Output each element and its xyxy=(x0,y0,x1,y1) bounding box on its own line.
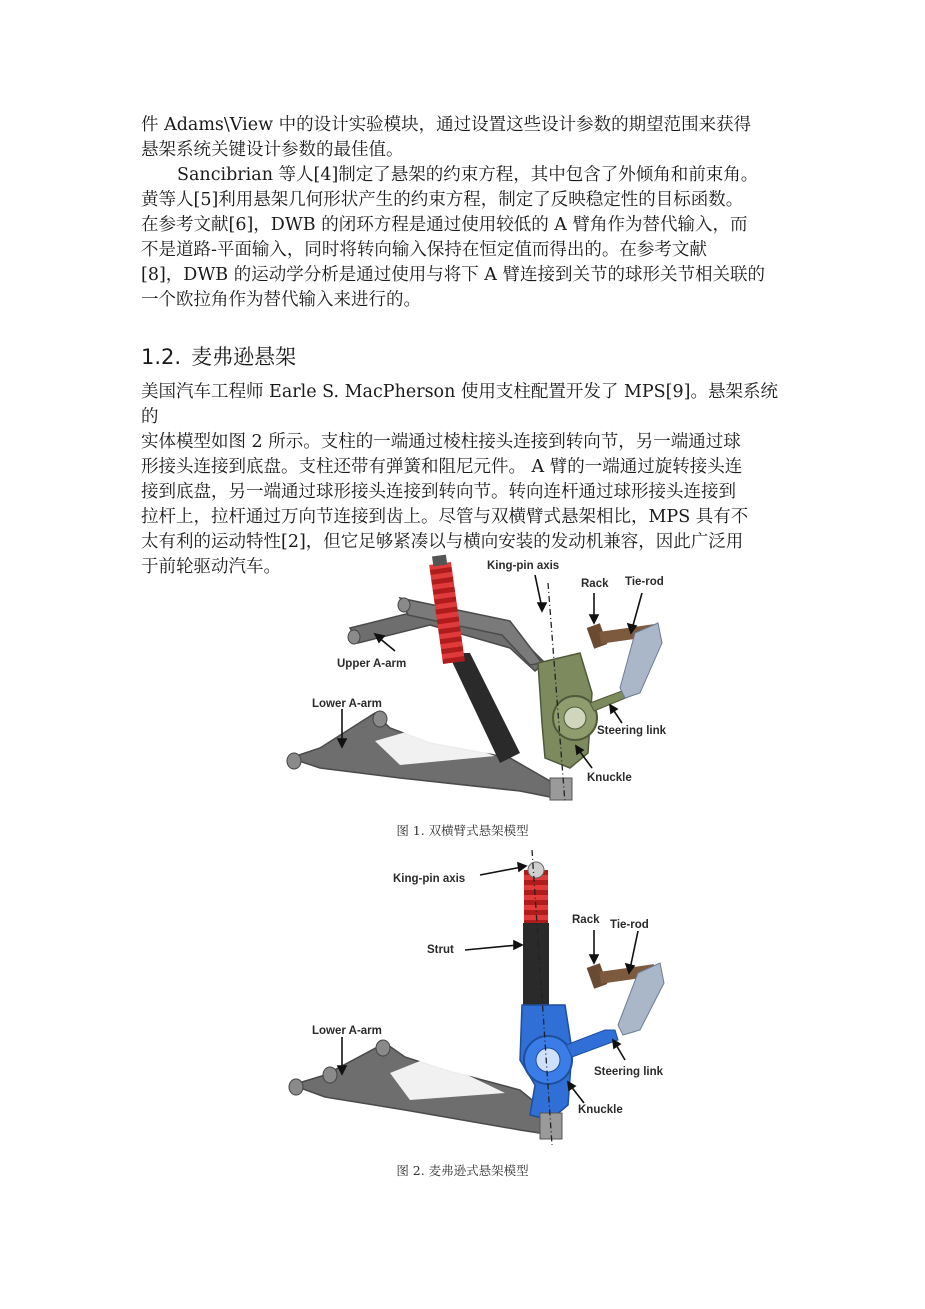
label-rack: Rack xyxy=(581,578,609,590)
text-line: Sancibrian 等人[4]制定了悬架的约束方程，其中包含了外倾角和前束角。 xyxy=(177,165,759,185)
intro-paragraph xyxy=(141,113,791,163)
macpherson-figure xyxy=(280,845,680,1150)
text-line: 一个欧拉角作为替代输入来进行的。 xyxy=(141,290,421,310)
label-tie-rod: Tie-rod xyxy=(610,919,649,931)
section-title: 麦弗逊悬架 xyxy=(191,345,297,369)
figure2-caption: 图 2. 麦弗逊式悬架模型 xyxy=(396,1163,529,1178)
label-upper-a-arm: Upper A-arm xyxy=(337,658,407,670)
label-king-pin-axis: King-pin axis xyxy=(393,873,466,885)
text-line: 黄等人[5]利用悬架几何形状产生的约束方程，制定了反映稳定性的目标函数。 xyxy=(141,190,744,210)
label-king-pin-axis: King-pin axis xyxy=(487,560,560,572)
text-line: 悬架系统关键设计参数的最佳值。 xyxy=(141,140,404,160)
macpherson-paragraph xyxy=(141,380,791,580)
text-line: 太有利的运动特性[2]，但它足够紧凑以与横向安装的发动机兼容，因此广泛用 xyxy=(141,532,744,552)
label-knuckle: Knuckle xyxy=(578,1104,623,1116)
label-tie-rod: Tie-rod xyxy=(625,576,664,588)
sancibrian-paragraph xyxy=(141,163,791,313)
label-knuckle: Knuckle xyxy=(587,772,632,784)
text-line: 件 Adams\View 中的设计实验模块，通过设置这些设计参数的期望范围来获得 xyxy=(141,115,752,135)
text-line: 于前轮驱动汽车。 xyxy=(141,557,281,577)
label-strut: Strut xyxy=(427,944,454,956)
text-line: 美国汽车工程师 Earle S. MacPherson 使用支柱配置开发了 MPS[9]。悬架系统的 xyxy=(141,382,778,427)
text-line: 形接头连接到底盘。支柱还带有弹簧和阻尼元件。 A 臂的一端通过旋转接头连 xyxy=(141,457,743,477)
text-line: 接到底盘，另一端通过球形接头连接到转向节。转向连杆通过球形接头连接到 xyxy=(141,482,736,502)
label-rack: Rack xyxy=(572,914,600,926)
text-line: 拉杆上，拉杆通过万向节连接到齿上。尽管与双横臂式悬架相比，MPS 具有不 xyxy=(141,507,749,527)
section-number: 1.2. xyxy=(141,345,182,369)
double-wishbone-figure xyxy=(280,553,680,808)
section-heading xyxy=(141,341,296,371)
text-line: 不是道路-平面输入，同时将转向输入保持在恒定值而得出的。在参考文献 xyxy=(141,240,707,260)
damper-shape xyxy=(523,923,549,1013)
label-steering-link: Steering link xyxy=(594,1066,664,1078)
text-line: [8]，DWB 的运动学分析是通过使用与将下 A 臂连接到关节的球形关节相关联的 xyxy=(141,265,765,285)
label-lower-a-arm: Lower A-arm xyxy=(312,1025,382,1037)
label-steering-link: Steering link xyxy=(597,725,667,737)
label-lower-a-arm: Lower A-arm xyxy=(312,698,382,710)
text-line: 在参考文献[6]，DWB 的闭环方程是通过使用较低的 A 臂角作为替代输入，而 xyxy=(141,215,748,235)
figure1-caption: 图 1. 双横臂式悬架模型 xyxy=(396,823,529,838)
text-line: 实体模型如图 2 所示。支柱的一端通过棱柱接头连接到转向节，另一端通过球 xyxy=(141,432,741,452)
